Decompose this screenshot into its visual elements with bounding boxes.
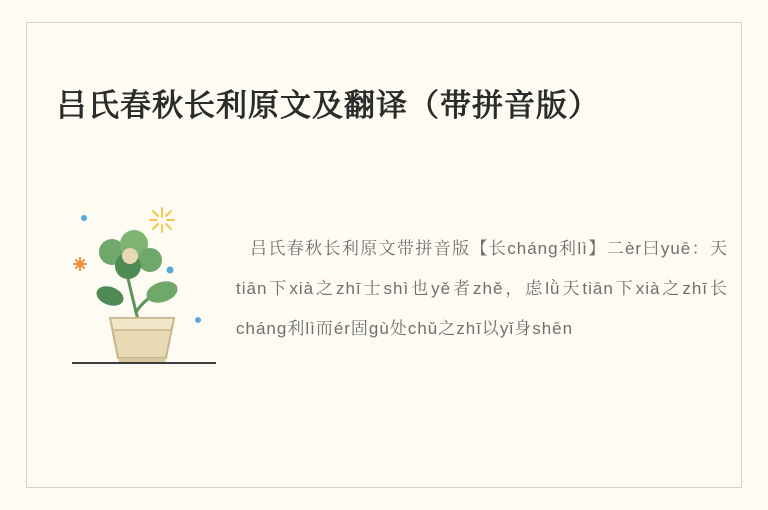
article-body: 吕氏春秋长利原文带拼音版【长cháng利lì】二èr曰yuē：天tiān下xià之zhī士shì也yě者zhě，虑lǜ天tiān下xià之zhī长cháng利lì而ér固gù处chǔ之zhī以yǐ身shēn — [236, 239, 728, 338]
page-title: 吕氏春秋长利原文及翻译（带拼音版） — [56, 87, 600, 123]
flower-pot — [110, 318, 174, 362]
dot-decoration — [81, 215, 87, 221]
lower-leaf — [94, 278, 181, 310]
potted-plant-illustration — [66, 200, 226, 370]
content-area — [56, 196, 728, 450]
leaf-cluster — [99, 230, 162, 279]
dot-decoration — [195, 317, 201, 323]
sparkle-icon — [150, 208, 174, 232]
dot-decoration — [167, 267, 174, 274]
star-decoration — [74, 258, 86, 270]
